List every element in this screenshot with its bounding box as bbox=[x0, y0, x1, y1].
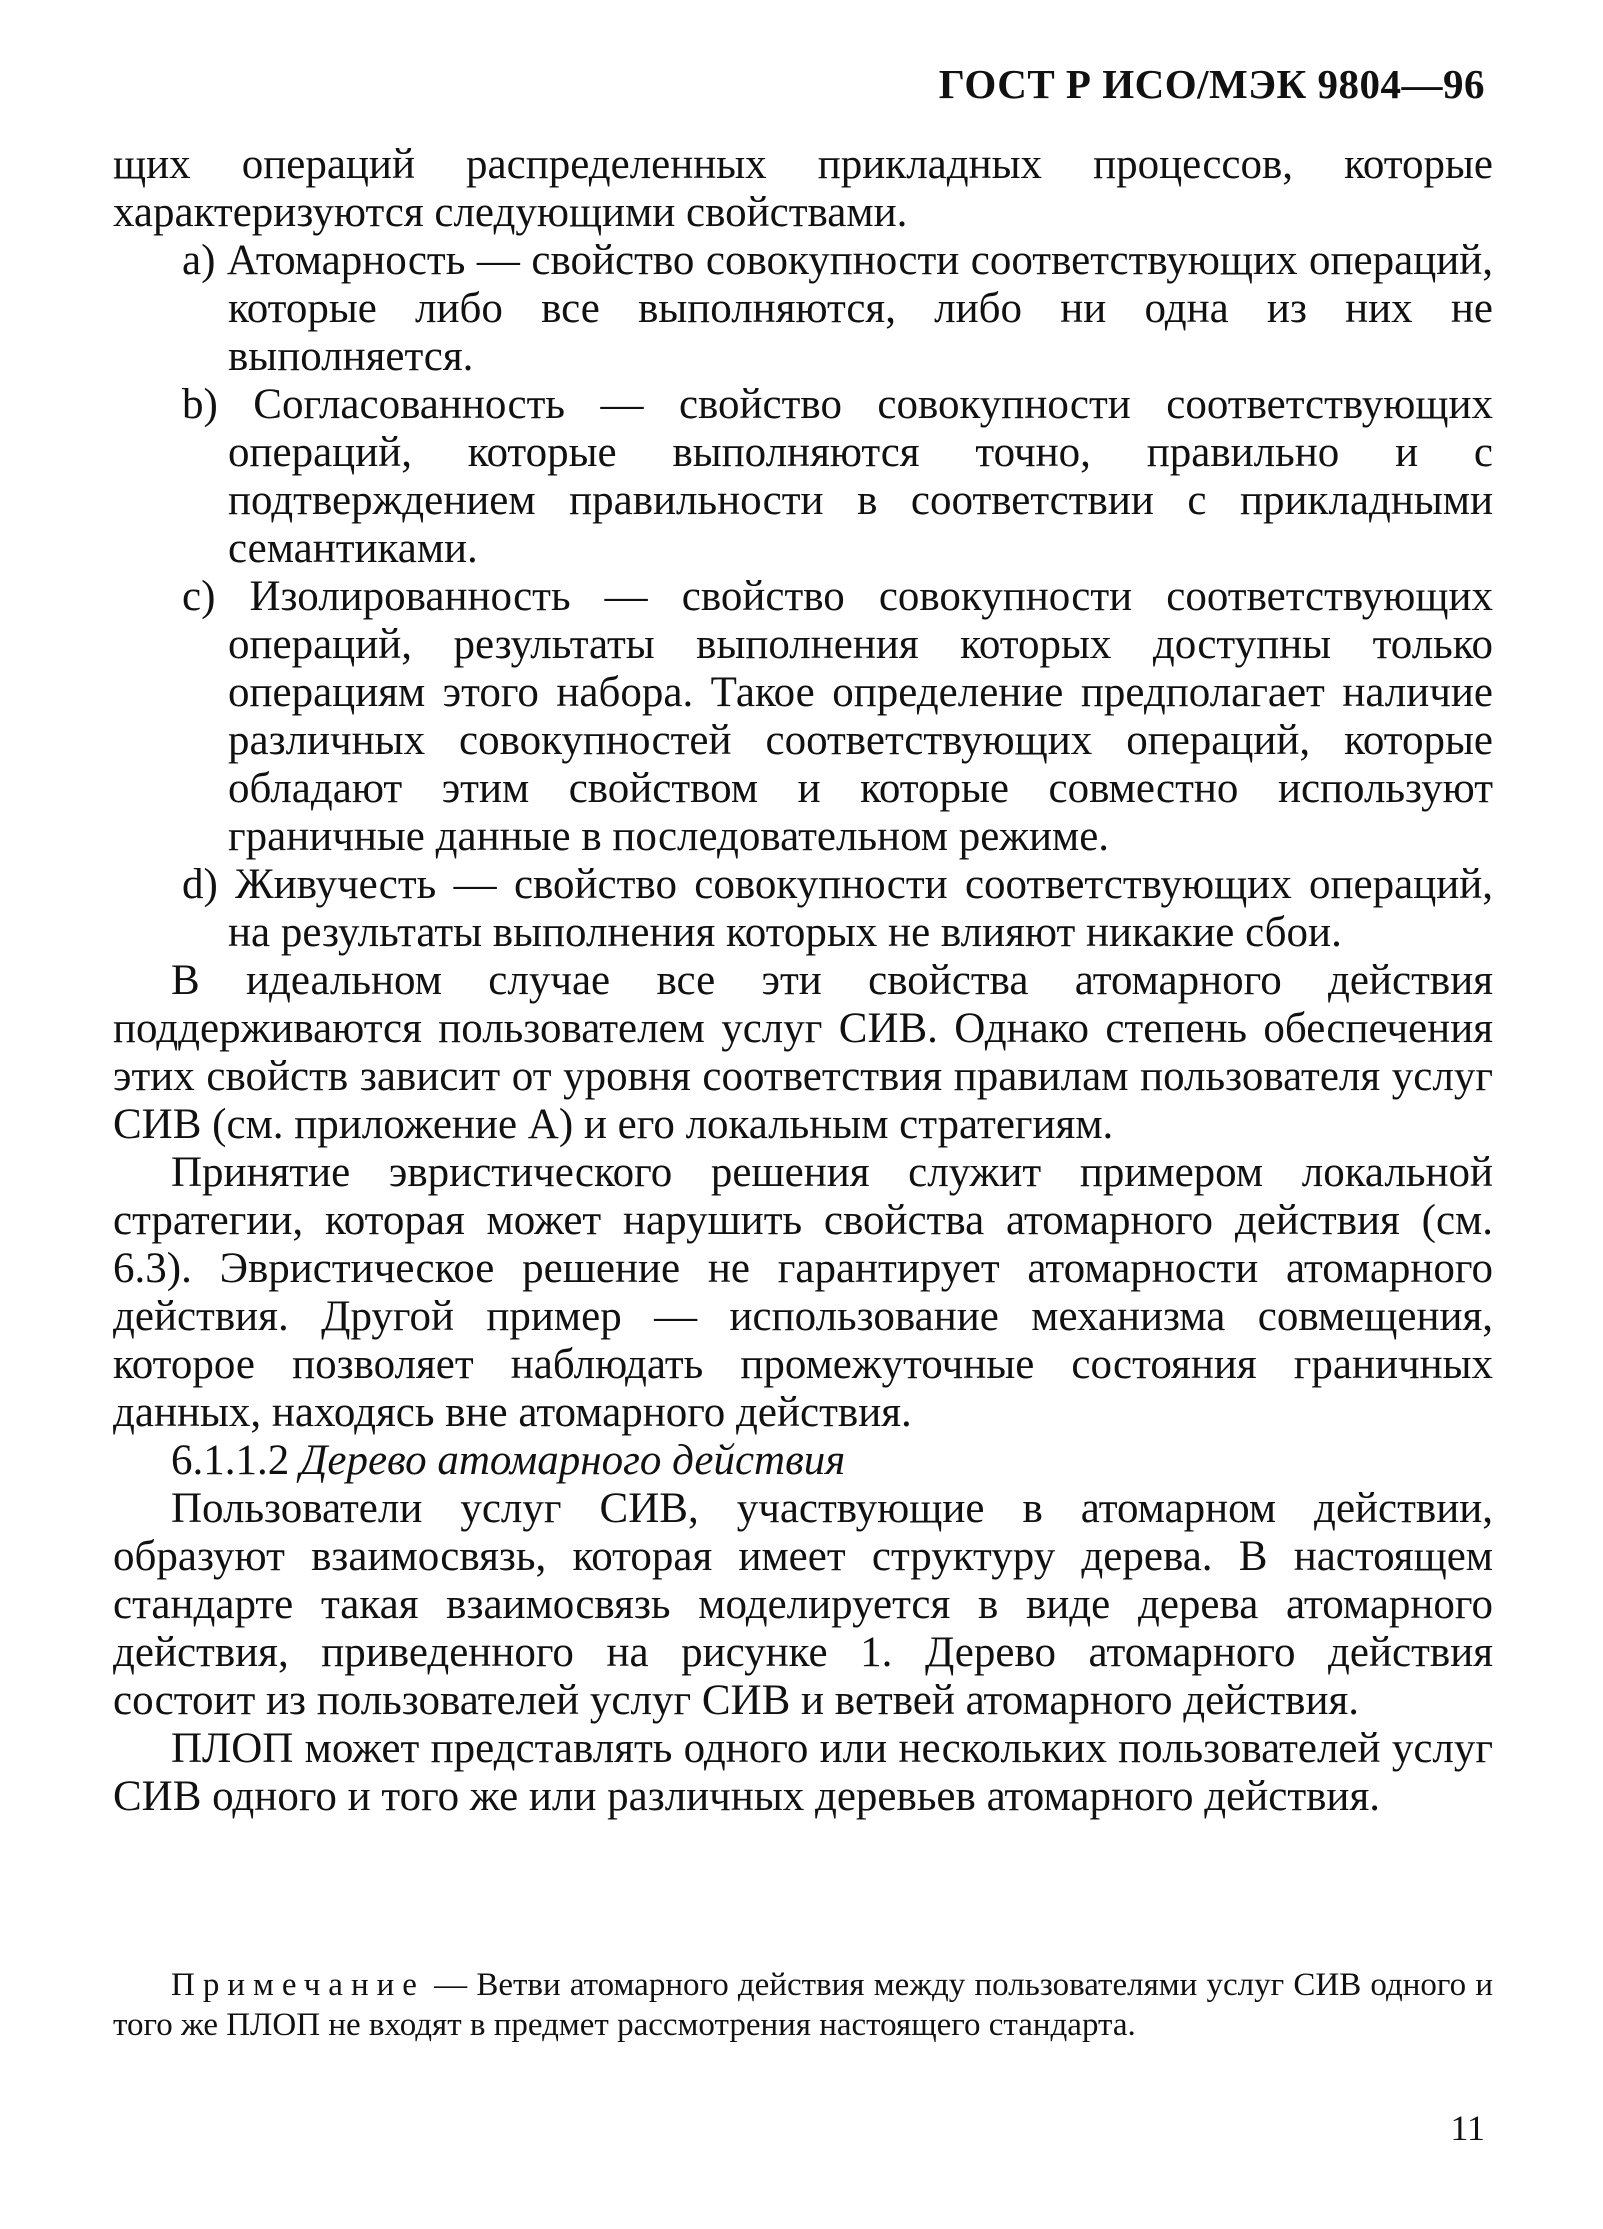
standard-header: ГОСТ Р ИСО/МЭК 9804—96 bbox=[938, 61, 1485, 107]
paragraph-ideal-case: В идеальном случае все эти свойства атомарного действия поддерживаются пользователем услуг СИВ. Однако степень обеспечения этих свойств зависит от уровня соответствия правилам пользователя услуг СИВ (см. приложение А) и его локальным стратегиям. bbox=[113, 957, 1493, 1148]
section-title: Дерево атомарного действия bbox=[300, 1437, 846, 1484]
list-item-consistency: b) Согласованность — свойство совокупности соответствующих операций, которые выполняются точно, правильно и с подтверждением правильности в соответствии с прикладными семантиками. bbox=[182, 381, 1493, 572]
paragraph-plop: ПЛОП может представлять одного или нескольких пользователей услуг СИВ одного и того же или различных деревьев атомарного действия. bbox=[113, 1725, 1493, 1820]
note-block bbox=[113, 1965, 1493, 2045]
body-text bbox=[113, 141, 1493, 1821]
section-number: 6.1.1.2 bbox=[171, 1437, 290, 1484]
note-label: Примечание bbox=[171, 1967, 425, 2003]
section-heading bbox=[113, 1437, 1493, 1485]
note-text: — Ветви атомарного действия между пользователями услуг СИВ одного и того же ПЛОП не входят в предмет рассмотрения настоящего стандарта. bbox=[113, 1967, 1493, 2043]
list-item-isolation: с) Изолированность — свойство совокупности соответствующих операций, результаты выполнения которых доступны только операциям этого набора. Такое определение предполагает наличие различных совокупностей соответствующих операций, которые обладают этим свойством и которые совместно используют граничные данные в последовательном режиме. bbox=[182, 573, 1493, 860]
intro-paragraph: щих операций распределенных прикладных процессов, которые характеризуются следующими свойствами. bbox=[113, 141, 1493, 236]
page-number: 11 bbox=[1450, 2108, 1485, 2148]
list-item-atomicity: а) Атомарность — свойство совокупности соответствующих операций, которые либо все выполняются, либо ни одна из них не выполняется. bbox=[182, 237, 1493, 380]
paragraph-tree-structure: Пользователи услуг СИВ, участвующие в атомарном действии, образуют взаимосвязь, которая имеет структуру дерева. В настоящем стандарте такая взаимосвязь моделируется в виде дерева атомарного действия, приведенного на рисунке 1. Дерево атомарного действия состоит из пользователей услуг СИВ и ветвей атомарного действия. bbox=[113, 1485, 1493, 1724]
list-item-durability: d) Живучесть — свойство совокупности соответствующих операций, на результаты выполнения которых не влияют никакие сбои. bbox=[182, 861, 1493, 956]
paragraph-heuristic-decision: Принятие эвристического решения служит примером локальной стратегии, которая может нарушить свойства атомарного действия (см. 6.3). Эвристическое решение не гарантирует атомарности атомарного действия. Другой пример — использование механизма совмещения, которое позволяет наблюдать промежуточные состояния граничных данных, находясь вне атомарного действия. bbox=[113, 1149, 1493, 1436]
